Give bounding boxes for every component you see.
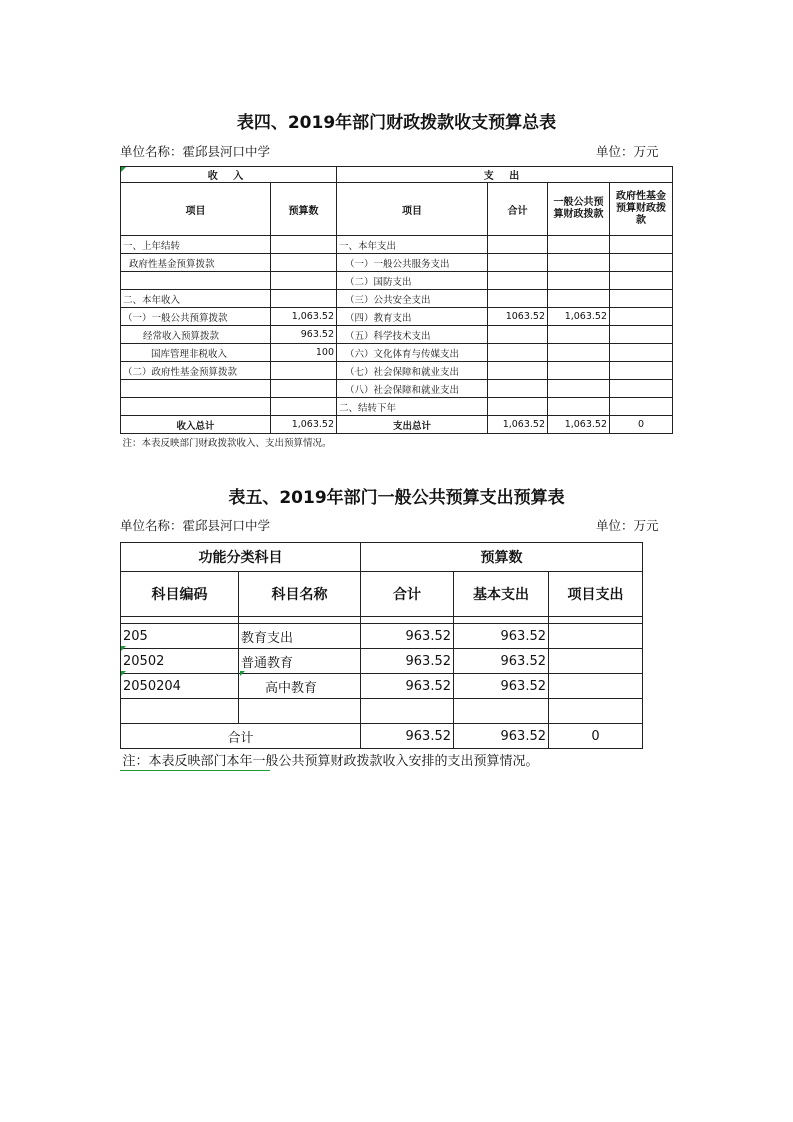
in-item: 国库管理非税收入: [121, 344, 271, 362]
out-fund: [610, 236, 673, 254]
in-item: 一、上年结转: [121, 236, 271, 254]
out-fund: [610, 254, 673, 272]
out-item: （八）社会保障和就业支出: [337, 380, 488, 398]
sum-project: 0: [549, 724, 643, 749]
out-fund: [610, 326, 673, 344]
row-project: [549, 624, 643, 649]
subject-name: 教育支出: [239, 624, 361, 649]
table-row: [121, 674, 643, 699]
out-total: [488, 380, 548, 398]
out-item: （四）教育支出: [337, 308, 488, 326]
income-header: 收 入: [121, 167, 337, 183]
in-val: 963.52: [271, 326, 337, 344]
in-item: 政府性基金预算拨款: [121, 254, 271, 272]
table-row: [121, 254, 673, 272]
out-general: [548, 326, 610, 344]
col-header-general: 一般公共预算财政拨款: [548, 183, 610, 236]
out-fund: [610, 272, 673, 290]
table4-note: 注：本表反映部门财政拨款收入、支出预算情况。: [121, 434, 673, 451]
sum-total: 963.52: [361, 724, 454, 749]
col-header-budget: 预算数: [271, 183, 337, 236]
subject-name: 高中教育: [239, 674, 361, 699]
out-fund: [610, 344, 673, 362]
in-val: [271, 236, 337, 254]
col-header-project: 项目支出: [549, 572, 643, 617]
in-val: [271, 290, 337, 308]
out-general: [548, 236, 610, 254]
table4-unit: 单位：万元: [596, 144, 659, 159]
out-total: [488, 362, 548, 380]
income-total-value: 1,063.52: [271, 416, 337, 434]
in-item: （一）一般公共预算拨款: [121, 308, 271, 326]
table5-unit: 单位：万元: [596, 518, 659, 533]
in-item: [121, 398, 271, 416]
note-underline: [120, 770, 270, 771]
out-general: 1,063.52: [548, 308, 610, 326]
out-fund: [610, 380, 673, 398]
out-total: [488, 290, 548, 308]
col-header-item: 项目: [121, 183, 271, 236]
out-item: （二）国防支出: [337, 272, 488, 290]
col-header-code: 科目编码: [121, 572, 239, 617]
table-row: [121, 699, 643, 724]
col-header-basic: 基本支出: [454, 572, 549, 617]
out-general: [548, 272, 610, 290]
budget-header: 预算数: [361, 543, 643, 572]
subject-code: 20502: [121, 649, 239, 674]
out-item: （六）文化体育与传媒支出: [337, 344, 488, 362]
expense-total-value: 1,063.52: [488, 416, 548, 434]
expense-fund-total: 0: [610, 416, 673, 434]
col-header-total: 合计: [488, 183, 548, 236]
row-total: 963.52: [361, 674, 454, 699]
subject-name: [239, 699, 361, 724]
out-general: [548, 344, 610, 362]
expense-general-total: 1,063.52: [548, 416, 610, 434]
func-category-header: 功能分类科目: [121, 543, 361, 572]
table5-title: 表五、2019年部门一般公共预算支出预算表: [228, 488, 565, 508]
in-val: [271, 362, 337, 380]
out-general: [548, 380, 610, 398]
out-general: [548, 254, 610, 272]
out-item: （五）科学技术支出: [337, 326, 488, 344]
budget-summary-table: [120, 166, 673, 450]
total-row: [121, 416, 673, 434]
col-header-item2: 项目: [337, 183, 488, 236]
table5-note: 注：本表反映部门本年一般公共预算财政拨款收入安排的支出预算情况。: [121, 749, 643, 770]
out-total: [488, 236, 548, 254]
row-basic: 963.52: [454, 674, 549, 699]
income-total-label: 收入总计: [121, 416, 271, 434]
out-total: [488, 326, 548, 344]
out-general: [548, 362, 610, 380]
cell-marker-icon: [240, 671, 245, 676]
out-total: [488, 272, 548, 290]
out-fund: [610, 308, 673, 326]
subject-code: [121, 699, 239, 724]
sum-label: 合计: [121, 724, 361, 749]
in-item: 二、本年收入: [121, 290, 271, 308]
sum-basic: 963.52: [454, 724, 549, 749]
out-item: 二、结转下年: [337, 398, 488, 416]
table-row: [121, 344, 673, 362]
out-general: [548, 398, 610, 416]
out-total: 1063.52: [488, 308, 548, 326]
out-fund: [610, 290, 673, 308]
in-val: 1,063.52: [271, 308, 337, 326]
out-total: [488, 398, 548, 416]
subject-name: 普通教育: [239, 649, 361, 674]
out-item: （一）一般公共服务支出: [337, 254, 488, 272]
table5-unit-name: 单位名称：霍邱县河口中学: [120, 518, 271, 533]
out-total: [488, 344, 548, 362]
out-item: （三）公共安全支出: [337, 290, 488, 308]
in-item: [121, 272, 271, 290]
row-basic: 963.52: [454, 649, 549, 674]
out-item: （七）社会保障和就业支出: [337, 362, 488, 380]
row-basic: [454, 699, 549, 724]
table-row: [121, 236, 673, 254]
out-item: 一、本年支出: [337, 236, 488, 254]
in-val: [271, 398, 337, 416]
expense-header: 支 出: [337, 167, 673, 183]
table4-unit-name: 单位名称：霍邱县河口中学: [120, 144, 271, 159]
subject-code: 2050204: [121, 674, 239, 699]
row-project: [549, 674, 643, 699]
in-val: [271, 254, 337, 272]
cell-marker-icon: [121, 646, 126, 651]
row-project: [549, 649, 643, 674]
table-row: [121, 380, 673, 398]
in-val: [271, 380, 337, 398]
row-basic: 963.52: [454, 624, 549, 649]
out-fund: [610, 362, 673, 380]
subject-code: 205: [121, 624, 239, 649]
cell-marker-icon: [121, 167, 126, 172]
table-row: [121, 290, 673, 308]
in-item: [121, 380, 271, 398]
table4-title: 表四、2019年部门财政拨款收支预算总表: [236, 113, 557, 133]
table-row: [121, 624, 643, 649]
table-row: [121, 649, 643, 674]
row-total: [361, 699, 454, 724]
row-total: 963.52: [361, 649, 454, 674]
in-item: （二）政府性基金预算拨款: [121, 362, 271, 380]
in-val: [271, 272, 337, 290]
out-fund: [610, 398, 673, 416]
table-row: [121, 362, 673, 380]
cell-marker-icon: [121, 671, 126, 676]
col-header-total: 合计: [361, 572, 454, 617]
out-general: [548, 290, 610, 308]
table-row: [121, 398, 673, 416]
total-row: [121, 724, 643, 749]
table-row: [121, 308, 673, 326]
in-item: 经常收入预算拨款: [121, 326, 271, 344]
in-val: 100: [271, 344, 337, 362]
out-total: [488, 254, 548, 272]
row-project: [549, 699, 643, 724]
expense-total-label: 支出总计: [337, 416, 488, 434]
col-header-fund: 政府性基金预算财政拨款: [610, 183, 673, 236]
table-row: [121, 272, 673, 290]
row-total: 963.52: [361, 624, 454, 649]
col-header-name: 科目名称: [239, 572, 361, 617]
general-budget-expense-table: [120, 542, 643, 769]
table-row: [121, 326, 673, 344]
